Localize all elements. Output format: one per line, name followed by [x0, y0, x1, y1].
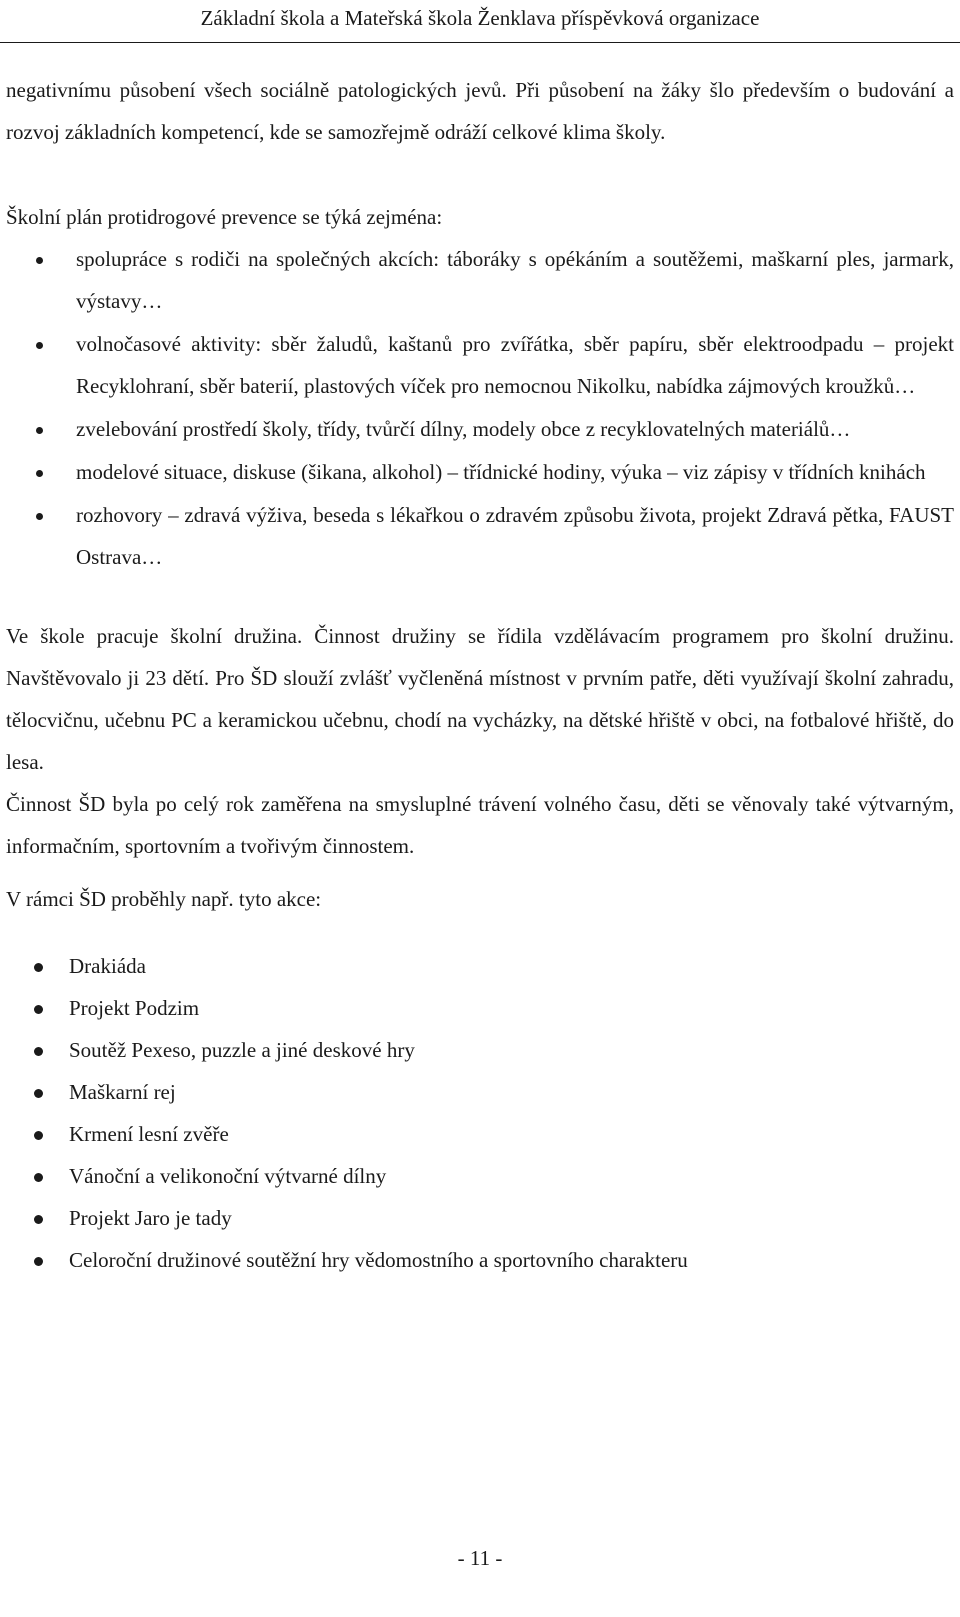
- list-item-text: Soutěž Pexeso, puzzle a jiné deskové hry: [69, 1038, 415, 1062]
- bullet-icon: [36, 427, 43, 434]
- page-header: Základní škola a Mateřská škola Ženklava příspěvková organizace: [200, 6, 760, 30]
- list-item: [6, 451, 954, 493]
- list-item: [6, 238, 954, 322]
- bullet-icon: [34, 963, 43, 972]
- list-item: [6, 1113, 954, 1155]
- bullet-icon: [36, 342, 43, 349]
- bullet-icon: [34, 1215, 43, 1224]
- bullet-icon: [36, 513, 43, 520]
- list-item-text: volnočasové aktivity: sběr žaludů, kaštanů pro zvířátka, sběr papíru, sběr elektroodpadu – projekt Recyklohraní, sběr baterií, plastových víček pro nemocnou Nikolku, nabídka zájmových kroužků…: [76, 332, 954, 398]
- list-item: [6, 1239, 954, 1281]
- bullet-icon: [34, 1047, 43, 1056]
- page-number: - 11 -: [457, 1546, 503, 1570]
- list-item-text: Krmení lesní zvěře: [69, 1122, 229, 1146]
- list-item-text: zvelebování prostředí školy, třídy, tvůrčí dílny, modely obce z recyklovatelných materiálů…: [76, 417, 851, 441]
- bullet-icon: [36, 470, 43, 477]
- list-item-text: Projekt Jaro je tady: [69, 1206, 232, 1230]
- list-item-text: rozhovory – zdravá výživa, beseda s lékařkou o zdravém způsobu života, projekt Zdravá pětka, FAUST Ostrava…: [76, 503, 954, 569]
- list-item: [6, 323, 954, 407]
- list-item-text: Drakiáda: [69, 954, 146, 978]
- bullet-icon: [34, 1005, 43, 1014]
- list-item-text: Celoroční družinové soutěžní hry vědomostního a sportovního charakteru: [69, 1248, 688, 1272]
- prevention-plan-lead: Školní plán protidrogové prevence se týká zejména:: [6, 205, 443, 229]
- list-item: [6, 1155, 954, 1197]
- list-item: [6, 987, 954, 1029]
- list-item: [6, 945, 954, 987]
- cinnost-paragraph: Činnost ŠD byla po celý rok zaměřena na smysluplné trávení volného času, děti se věnovaly také výtvarným, informačním, sportovním a tvořivým činnostem.: [6, 792, 954, 858]
- druzina-paragraph: Ve škole pracuje školní družina. Činnost družiny se řídila vzdělávacím programem pro školní družinu. Navštěvovalo ji 23 dětí. Pro ŠD slouží zvlášť vyčleněná místnost v prvním patře, děti využívají školní zahradu, tělocvičnu, učebnu PC a keramickou učebnu, chodí na vycházky, na dětské hřiště v obci, na fotbalové hřiště, do lesa.: [6, 624, 954, 774]
- header-divider: [0, 42, 960, 43]
- list-item-text: Maškarní rej: [69, 1080, 176, 1104]
- prevention-list: [6, 238, 954, 578]
- bullet-icon: [34, 1173, 43, 1182]
- page-content: [6, 69, 954, 1281]
- bullet-icon: [34, 1131, 43, 1140]
- list-item-text: Projekt Podzim: [69, 996, 200, 1020]
- events-lead: V rámci ŠD proběhly např. tyto akce:: [6, 887, 322, 911]
- list-item: [6, 1197, 954, 1239]
- intro-paragraph: negativnímu působení všech sociálně patologických jevů. Při působení na žáky šlo především o budování a rozvoj základních kompetencí, kde se samozřejmě odráží celkové klima školy.: [6, 78, 954, 144]
- bullet-icon: [34, 1089, 43, 1098]
- bullet-icon: [34, 1257, 43, 1266]
- list-item: [6, 408, 954, 450]
- events-list: [6, 945, 954, 1281]
- list-item: [6, 1071, 954, 1113]
- bullet-icon: [36, 257, 43, 264]
- list-item-text: Vánoční a velikonoční výtvarné dílny: [69, 1164, 387, 1188]
- list-item: [6, 1029, 954, 1071]
- list-item-text: spolupráce s rodiči na společných akcích: táboráky s opékáním a soutěžemi, maškarní ples, jarmark, výstavy…: [76, 247, 954, 313]
- list-item: [6, 494, 954, 578]
- list-item-text: modelové situace, diskuse (šikana, alkohol) – třídnické hodiny, výuka – viz zápisy v třídních knihách: [76, 460, 926, 484]
